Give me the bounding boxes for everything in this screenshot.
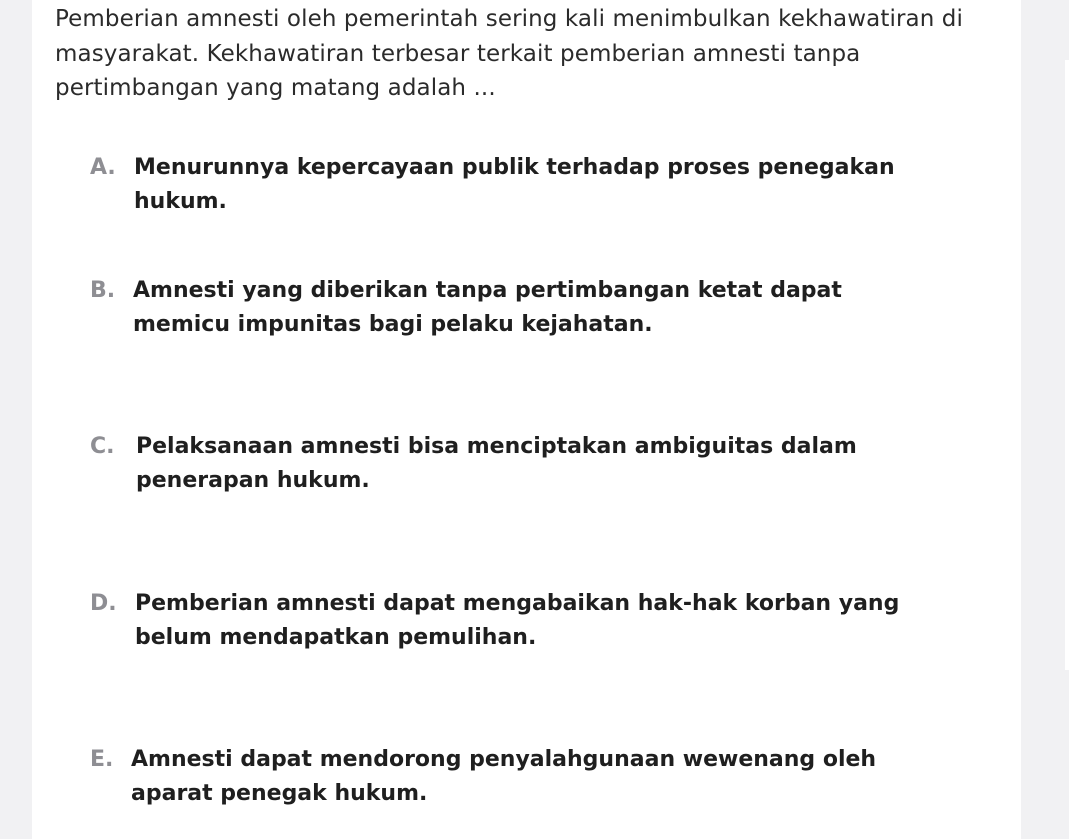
option-b-letter: B. [90,278,116,303]
option-d[interactable] [90,587,955,655]
option-b[interactable] [90,274,933,342]
option-e-text: Amnesti dapat mendorong penyalahgunaan wewenang oleh aparat penegak hukum. [131,747,877,806]
option-a-letter: A. [90,155,116,180]
option-e-letter: E. [90,747,114,772]
option-a[interactable] [90,151,964,219]
option-b-text: Amnesti yang diberikan tanpa pertimbangan ketat dapat memicu impunitas bagi pelaku kejahatan. [133,278,842,337]
option-d-text: Pemberian amnesti dapat mengabaikan hak-hak korban yang belum mendapatkan pemulihan. [135,591,900,650]
option-d-letter: D. [90,591,117,616]
option-e[interactable] [90,743,931,811]
question-text: Pemberian amnesti oleh pemerintah sering kali menimbulkan kekhawatiran di masyarakat. Kekhawatiran terbesar terkait pemberian amnesti tanpa pertimbangan yang matang adalah ... [55,6,963,101]
option-a-text: Menurunnya kepercayaan publik terhadap proses penegakan hukum. [134,155,895,214]
question-card [32,0,1021,839]
option-c-text: Pelaksanaan amnesti bisa menciptakan ambiguitas dalam penerapan hukum. [136,434,857,493]
adjacent-panel-edge [1065,60,1069,670]
option-c[interactable] [90,430,966,498]
option-c-letter: C. [90,434,115,459]
